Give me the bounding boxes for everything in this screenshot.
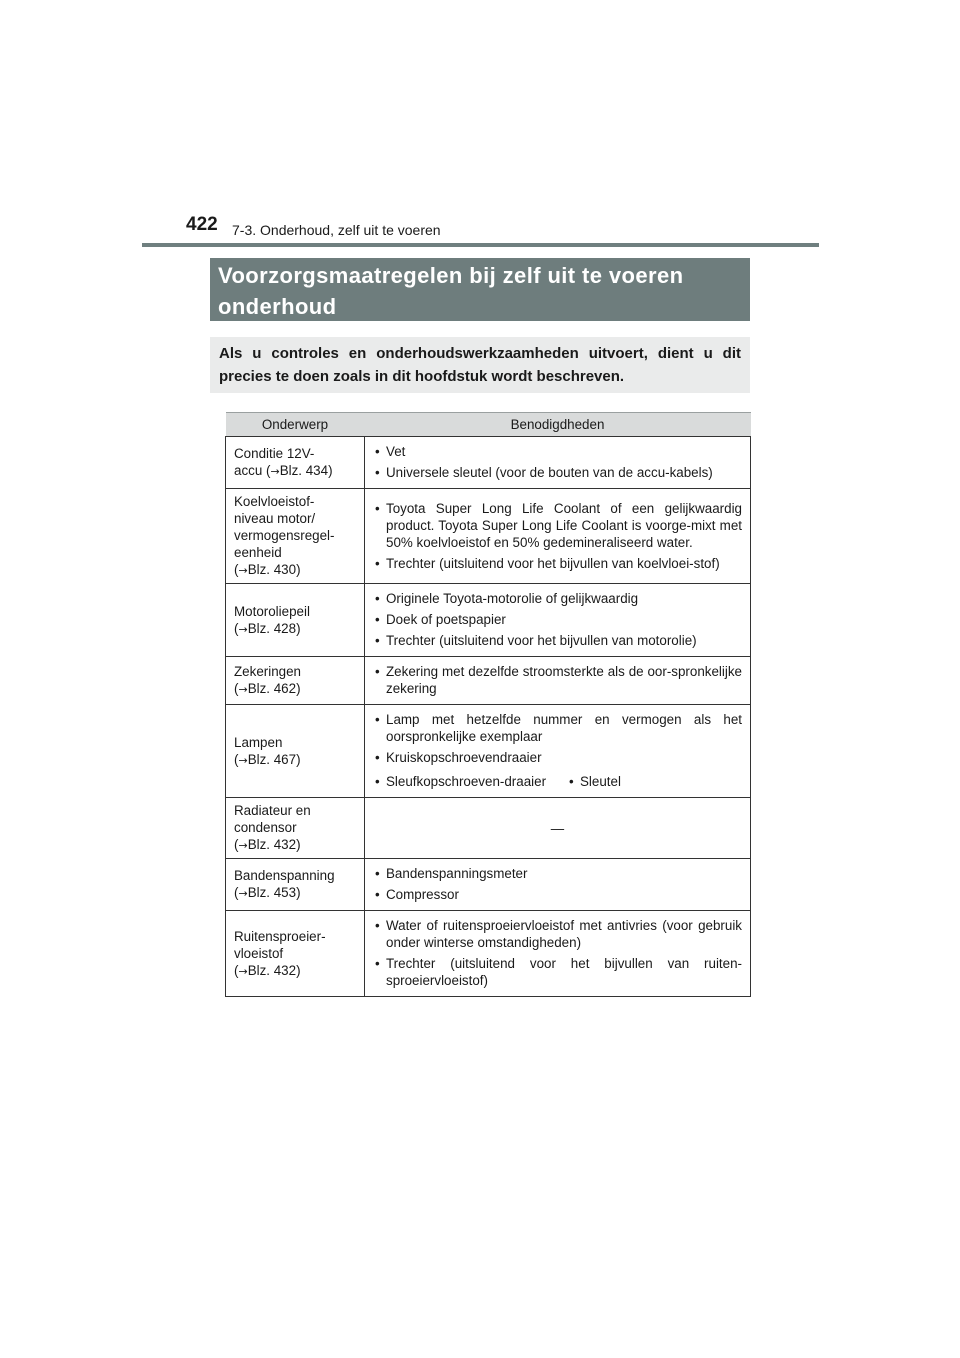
topic-cell: Koelvloeistof- niveau motor/ vermogensregel- eenheid (→Blz. 430) [226, 489, 365, 584]
list-item: • Trechter (uitsluitend voor het bijvullen van koelvloei-stof) [373, 555, 742, 572]
table-row [226, 859, 751, 911]
list-item: • Vet [373, 443, 742, 460]
page-ref: Blz. 462) [247, 681, 301, 696]
header-topic: Onderwerp [226, 413, 365, 437]
list-item: • Lamp met hetzelfde nummer en vermogen als het oorspronkelijke exemplaar [373, 711, 742, 745]
page-ref: Blz. 428) [247, 620, 301, 636]
supplies-cell [365, 705, 751, 798]
list-item: • Originele Toyota-motorolie of gelijkwaardig [373, 590, 742, 607]
list-item: • Zekering met dezelfde stroomsterkte als de oor-spronkelijke zekering [373, 663, 742, 697]
header-rule [142, 243, 819, 247]
arrow-icon: → [238, 887, 248, 900]
page-ref: Blz. 467) [247, 751, 301, 767]
page-ref: Blz. 432) [247, 837, 301, 852]
list-item: • Doek of poetspapier [373, 611, 742, 628]
empty-dash: — [550, 820, 565, 836]
arrow-icon: → [238, 622, 248, 636]
list-item: • Kruiskopschroevendraaier [373, 749, 742, 766]
list-item: • Toyota Super Long Life Coolant of een gelijkwaardig product. Toyota Super Long Life Coolant is voorge-mixt met 50% koelvloeistof en 50% gedemineraliseerd water. [373, 500, 742, 551]
page-ref: Blz. 434) [279, 463, 333, 478]
supplies-cell [365, 859, 751, 911]
table-row [226, 911, 751, 997]
list-item: • Bandenspanningsmeter [373, 865, 742, 882]
arrow-icon: → [238, 683, 248, 696]
topic-cell: Ruitensproeier- vloeistof (→Blz. 432) [226, 911, 365, 997]
topic-cell: Zekeringen (→Blz. 462) [226, 657, 365, 705]
topic-cell: Motoroliepeil (→Blz. 428) [226, 584, 365, 657]
supplies-cell [365, 911, 751, 997]
list-item: • Universele sleutel (voor de bouten van de accu-kabels) [373, 464, 742, 481]
table-row [226, 489, 751, 584]
table-row [226, 798, 751, 859]
page-title: Voorzorgsmaatregelen bij zelf uit te voeren onderhoud [210, 258, 750, 321]
page-ref: Blz. 430) [247, 562, 301, 577]
arrow-icon: → [270, 465, 280, 478]
supplies-cell [365, 798, 751, 859]
list-item: • Sleufkopschroeven-draaier [373, 773, 553, 790]
topic-cell: Bandenspanning (→Blz. 453) [226, 859, 365, 911]
list-item: • Trechter (uitsluitend voor het bijvullen van ruiten-sproeiervloeistof) [373, 955, 742, 989]
arrow-icon: → [238, 964, 248, 978]
table-row [226, 437, 751, 489]
header-supplies: Benodigdheden [365, 413, 751, 437]
arrow-icon: → [238, 753, 248, 767]
section-label: 7-3. Onderhoud, zelf uit te voeren [232, 222, 441, 238]
supplies-cell [365, 489, 751, 584]
maintenance-table [225, 412, 751, 997]
supplies-cell [365, 584, 751, 657]
table-row [226, 657, 751, 705]
supplies-cell [365, 437, 751, 489]
intro-text: Als u controles en onderhoudswerkzaamheden uitvoert, dient u dit precies te doen zoals in dit hoofdstuk wordt beschreven. [210, 337, 750, 393]
table-row [226, 584, 751, 657]
list-item: • Sleutel [567, 773, 621, 790]
arrow-icon: → [238, 564, 248, 577]
page-ref: Blz. 432) [247, 962, 301, 978]
topic-cell: Lampen (→Blz. 467) [226, 705, 365, 798]
supplies-cell [365, 657, 751, 705]
list-item: • Water of ruitensproeiervloeistof met antivries (voor gebruik onder winterse omstandigheden) [373, 917, 742, 951]
list-item: • Compressor [373, 886, 742, 903]
split-items [373, 770, 742, 794]
table-header-row [226, 413, 751, 437]
topic-cell: Conditie 12V- accu (→Blz. 434) [226, 437, 365, 489]
list-item: • Trechter (uitsluitend voor het bijvullen van motorolie) [373, 632, 742, 649]
topic-cell: Radiateur en condensor (→Blz. 432) [226, 798, 365, 859]
page-ref: Blz. 453) [247, 885, 301, 900]
page-number: 422 [186, 214, 218, 235]
table-row [226, 705, 751, 798]
arrow-icon: → [238, 839, 248, 852]
